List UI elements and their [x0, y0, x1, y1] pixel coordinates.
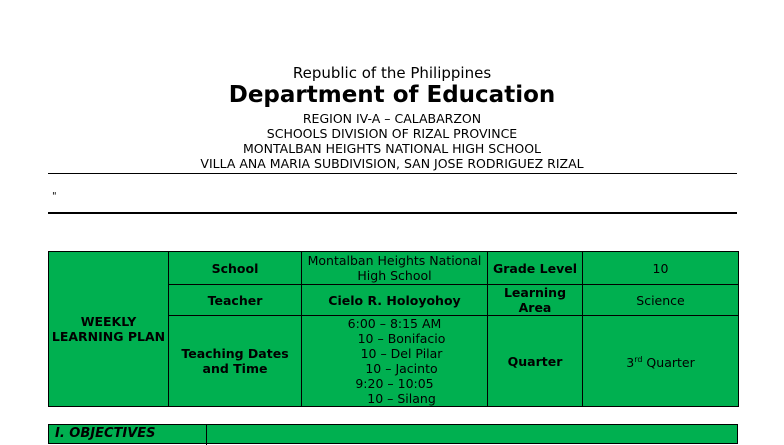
header-divider-bottom — [48, 212, 737, 214]
department-heading: Department of Education — [228, 82, 556, 108]
time-slot: 9:20 – 10:05 — [355, 376, 434, 391]
quarter-label: Quarter — [488, 316, 583, 407]
school-value: Montalban Heights National High School — [302, 252, 488, 285]
teaching-dates-label: Teaching Dates and Time — [169, 316, 302, 407]
grade-level-label: Grade Level — [488, 252, 583, 285]
republic-heading: Republic of the Philippines — [292, 64, 492, 82]
learning-area-label: Learning Area — [488, 285, 583, 316]
division-line: SCHOOLS DIVISION OF RIZAL PROVINCE — [266, 126, 518, 141]
quarter-ordinal: rd — [634, 354, 643, 364]
weekly-learning-plan-table — [48, 251, 739, 407]
objectives-row — [48, 424, 738, 444]
time-slot: 6:00 – 8:15 AM — [347, 316, 442, 331]
address-line: VILLA ANA MARIA SUBDIVISION, SAN JOSE RODRIGUEZ RIZAL — [200, 156, 584, 171]
quarter-word: Quarter — [642, 355, 695, 371]
objectives-label: I. OBJECTIVES — [49, 425, 207, 445]
teacher-value: Cielo R. Holoyohoy — [302, 285, 488, 316]
learning-area-value: Science — [583, 285, 739, 316]
header-divider-top — [48, 173, 737, 174]
section-item: 10 – Del Pilar — [360, 346, 443, 361]
teaching-times-cell — [302, 316, 488, 407]
school-line: MONTALBAN HEIGHTS NATIONAL HIGH SCHOOL — [243, 141, 541, 156]
quote-mark: " — [52, 191, 57, 202]
quarter-number: 3 — [626, 355, 635, 371]
quarter-value — [583, 316, 739, 407]
region-line: REGION IV-A – CALABARZON — [302, 111, 482, 126]
grade-level-value: 10 — [583, 252, 739, 285]
school-label: School — [169, 252, 302, 285]
section-item: 10 – Jacinto — [365, 361, 438, 376]
section-item: 10 – Bonifacio — [357, 331, 446, 346]
plan-title: WEEKLY LEARNING PLAN — [49, 252, 169, 407]
teacher-label: Teacher — [169, 285, 302, 316]
section-item: 10 – Silang — [367, 391, 436, 406]
